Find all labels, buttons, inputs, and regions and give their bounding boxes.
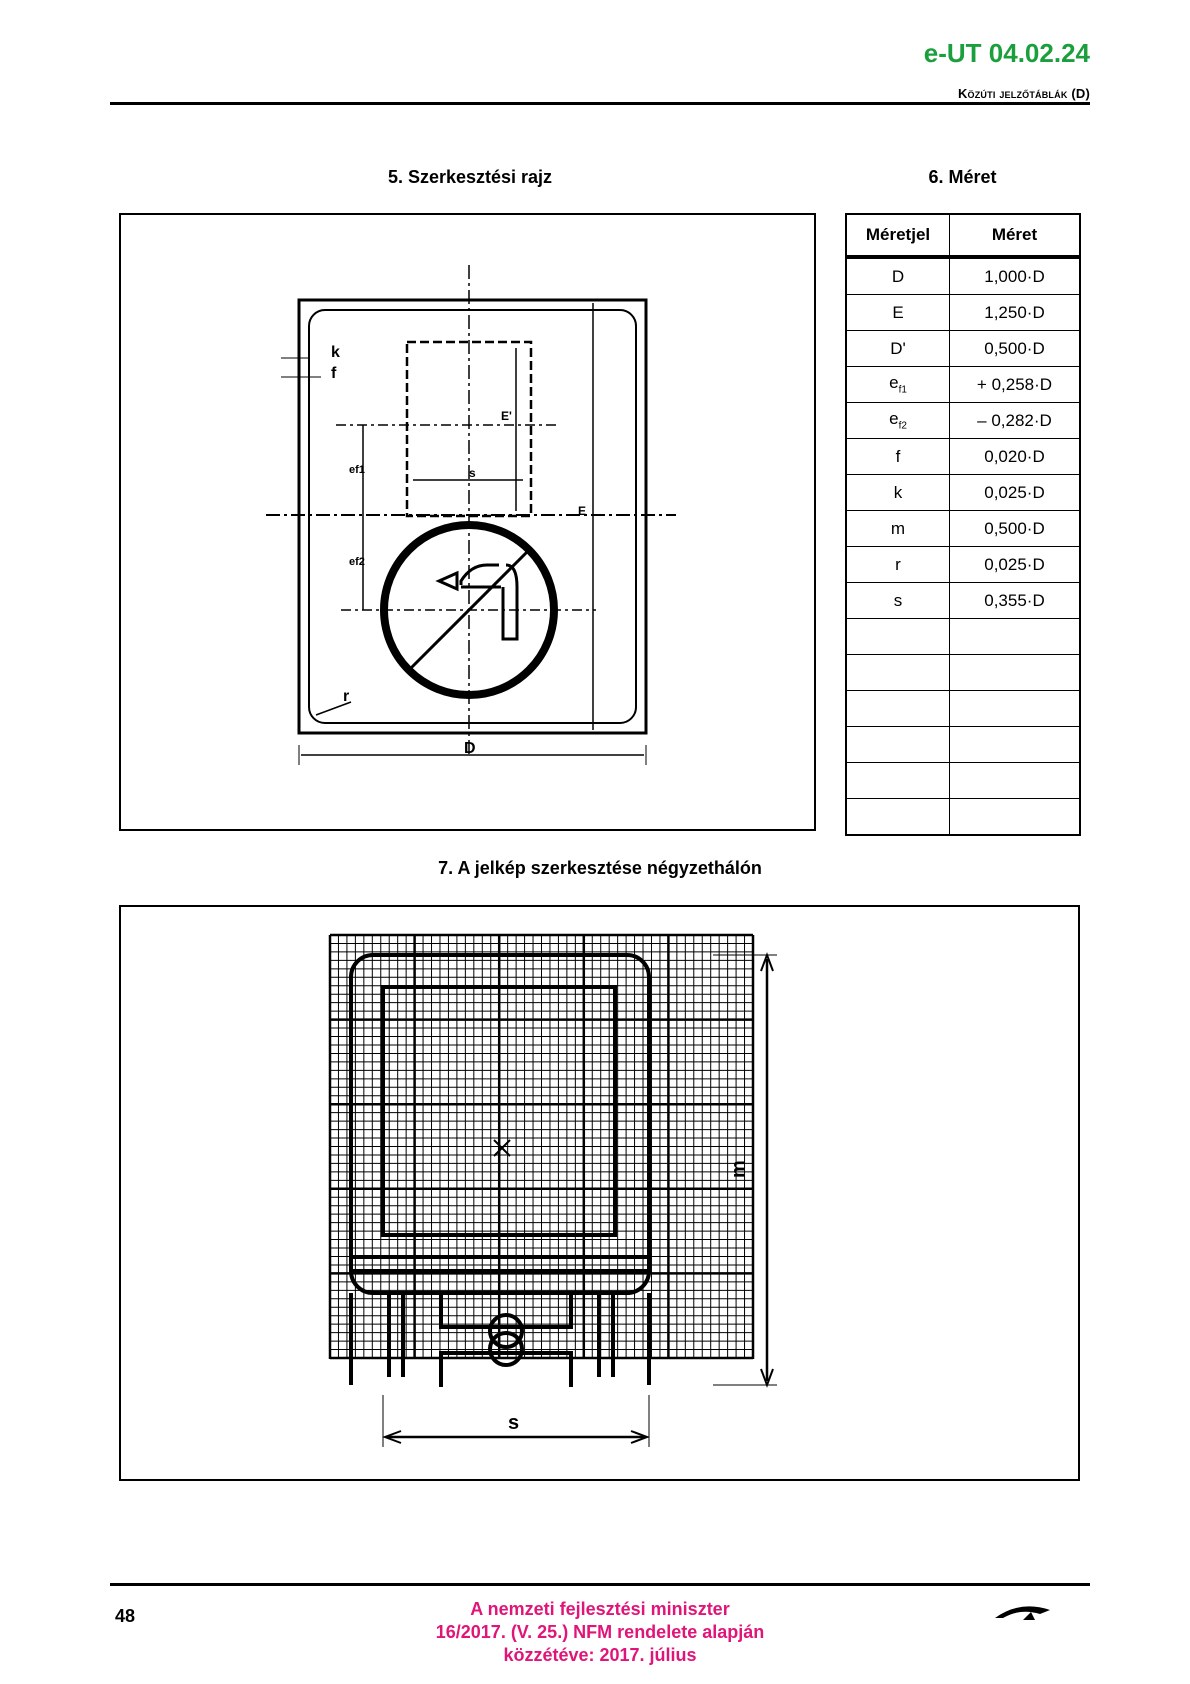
table-row xyxy=(846,331,1080,367)
dimension-table xyxy=(845,213,1081,836)
publisher-logo-graphic xyxy=(935,1598,1090,1638)
dimension-symbol: D xyxy=(846,257,950,295)
dimension-symbol: $e_{f2}$ xyxy=(846,403,950,439)
dimension-symbol: s xyxy=(846,583,950,619)
document-subtitle: Közúti jelzőtáblák (D) xyxy=(957,86,1090,101)
dimension-value: 0,500·D xyxy=(950,331,1081,367)
footer-line-2: 16/2017. (V. 25.) NFM rendelete alapján xyxy=(435,1622,765,1642)
dimension-value: 0,355·D xyxy=(950,583,1081,619)
table-row xyxy=(846,475,1080,511)
empty-cell xyxy=(950,619,1081,655)
label-r: r xyxy=(343,688,350,705)
label-f: f xyxy=(331,365,337,382)
table-row xyxy=(846,295,1080,331)
construction-drawing xyxy=(121,215,814,829)
dimension-symbol: r xyxy=(846,547,950,583)
document-code: e-UT 04.02.24 xyxy=(923,38,1090,68)
label-s: s xyxy=(469,466,476,480)
table-row xyxy=(846,367,1080,403)
label-e: E xyxy=(578,504,587,518)
empty-cell xyxy=(950,799,1081,836)
table-row-empty xyxy=(846,799,1080,836)
label-m: m xyxy=(728,1160,750,1178)
column-header-symbol: Méretjel xyxy=(846,214,950,257)
dimension-table-body xyxy=(846,257,1080,835)
dimension-value: 1,000·D xyxy=(950,257,1081,295)
table-row-empty xyxy=(846,727,1080,763)
grid-construction-frame xyxy=(119,905,1080,1481)
dimension-value: 0,500·D xyxy=(950,511,1081,547)
table-row xyxy=(846,439,1080,475)
empty-cell xyxy=(846,619,950,655)
dimension-value: – 0,282·D xyxy=(950,403,1081,439)
dimension-symbol: E xyxy=(846,295,950,331)
dimension-value: + 0,258·D xyxy=(950,367,1081,403)
empty-cell xyxy=(846,691,950,727)
label-ef1: ef1 xyxy=(349,464,365,476)
grid-construction xyxy=(121,907,1078,1479)
dimension-symbol: k xyxy=(846,475,950,511)
table-row xyxy=(846,547,1080,583)
dimension-symbol: f xyxy=(846,439,950,475)
empty-cell xyxy=(846,655,950,691)
dimension-value: 1,250·D xyxy=(950,295,1081,331)
table-row xyxy=(846,403,1080,439)
table-row-empty xyxy=(846,763,1080,799)
publisher-logo xyxy=(935,1598,1090,1638)
dimensions-section-title: 6. Méret xyxy=(928,167,997,187)
footer-divider xyxy=(110,1583,1090,1586)
empty-cell xyxy=(950,655,1081,691)
footer-notice xyxy=(330,1598,870,1667)
drawing-section-title: 5. Szerkesztési rajz xyxy=(387,167,553,187)
dimension-symbol: $e_{f1}$ xyxy=(846,367,950,403)
empty-cell xyxy=(846,763,950,799)
empty-cell xyxy=(950,691,1081,727)
label-s-grid: s xyxy=(508,1412,520,1434)
dimension-symbol: D' xyxy=(846,331,950,367)
empty-cell xyxy=(950,727,1081,763)
empty-cell xyxy=(846,727,950,763)
construction-drawing-frame xyxy=(119,213,816,831)
column-header-value: Méret xyxy=(950,214,1081,257)
footer-line-1: A nemzeti fejlesztési miniszter xyxy=(470,1599,730,1619)
label-d: D xyxy=(464,740,476,757)
grid-section-title: 7. A jelkép szerkesztése négyzethálón xyxy=(438,858,762,878)
table-row-empty xyxy=(846,619,1080,655)
dimension-value: 0,025·D xyxy=(950,547,1081,583)
empty-cell xyxy=(950,763,1081,799)
table-header-row xyxy=(846,214,1080,257)
dimension-symbol: m xyxy=(846,511,950,547)
table-row-empty xyxy=(846,655,1080,691)
label-k: k xyxy=(331,344,340,361)
table-row-empty xyxy=(846,691,1080,727)
dimension-value: 0,020·D xyxy=(950,439,1081,475)
label-ef2: ef2 xyxy=(349,556,365,568)
header-divider xyxy=(110,102,1090,105)
empty-cell xyxy=(846,799,950,836)
page-number: 48 xyxy=(115,1606,136,1626)
table-row xyxy=(846,511,1080,547)
dimension-value: 0,025·D xyxy=(950,475,1081,511)
table-row xyxy=(846,257,1080,295)
table-row xyxy=(846,583,1080,619)
footer-line-3: közzétéve: 2017. július xyxy=(503,1645,697,1665)
label-e-prime: E' xyxy=(501,409,512,423)
